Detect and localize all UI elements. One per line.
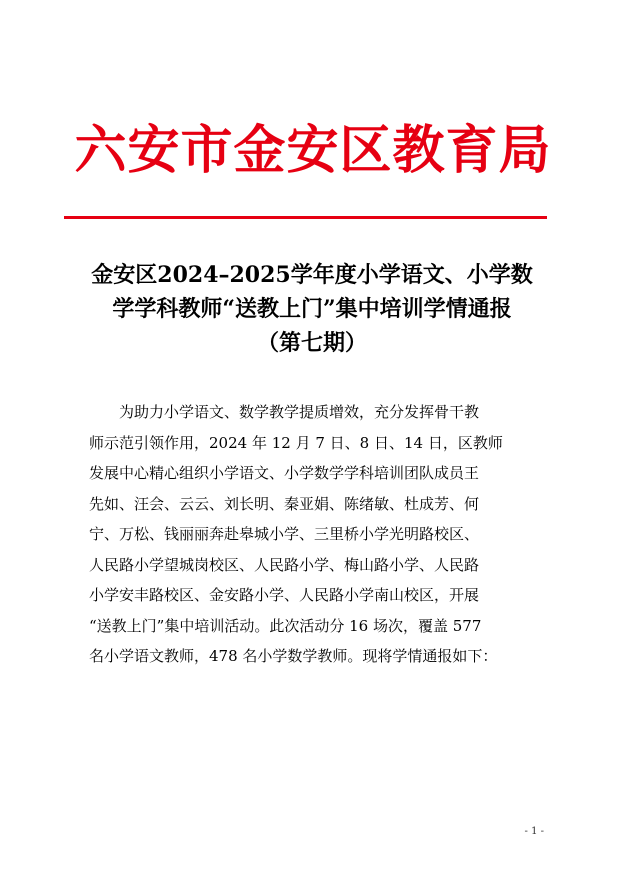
body-paragraph: [89, 397, 531, 672]
document-title: [66, 258, 558, 360]
body-line-8: “送教上门”集中培训活动。此次活动分 16 场次，覆盖 577: [89, 616, 482, 635]
body-line-3: 发展中心精心组织小学语文、小学数学学科培训团队成员王: [89, 464, 480, 482]
title-line-2: 学学科教师“送教上门”集中培训学情通报: [112, 296, 512, 322]
page-number: - 1 -: [524, 826, 544, 837]
body-line-7: 小学安丰路校区、金安路小学、人民路小学南山校区，开展: [89, 586, 480, 604]
red-divider-line: [64, 216, 547, 219]
agency-letterhead: 六安市金安区教育局: [74, 120, 552, 181]
body-line-9: 名小学语文教师，478 名小学数学教师。现将学情通报如下：: [89, 647, 498, 665]
body-line-5: 宁、万松、钱丽丽奔赴皋城小学、三里桥小学光明路校区、: [89, 525, 480, 543]
body-line-6: 人民路小学望城岗校区、人民路小学、梅山路小学、人民路: [89, 555, 480, 574]
body-line-2: 师示范引领作用，2024 年 12 月 7 日、8 日、14 日，区教师: [89, 433, 503, 452]
title-line-3: （第七期）: [256, 330, 367, 356]
body-line-4: 先如、汪会、云云、刘长明、秦亚娟、陈绪敏、杜成芳、何: [89, 494, 480, 513]
body-line-1: 为助力小学语文、数学教学提质增效，充分发挥骨干教: [119, 403, 480, 421]
title-line-1: 金安区2024–2025学年度小学语文、小学数: [91, 262, 533, 288]
